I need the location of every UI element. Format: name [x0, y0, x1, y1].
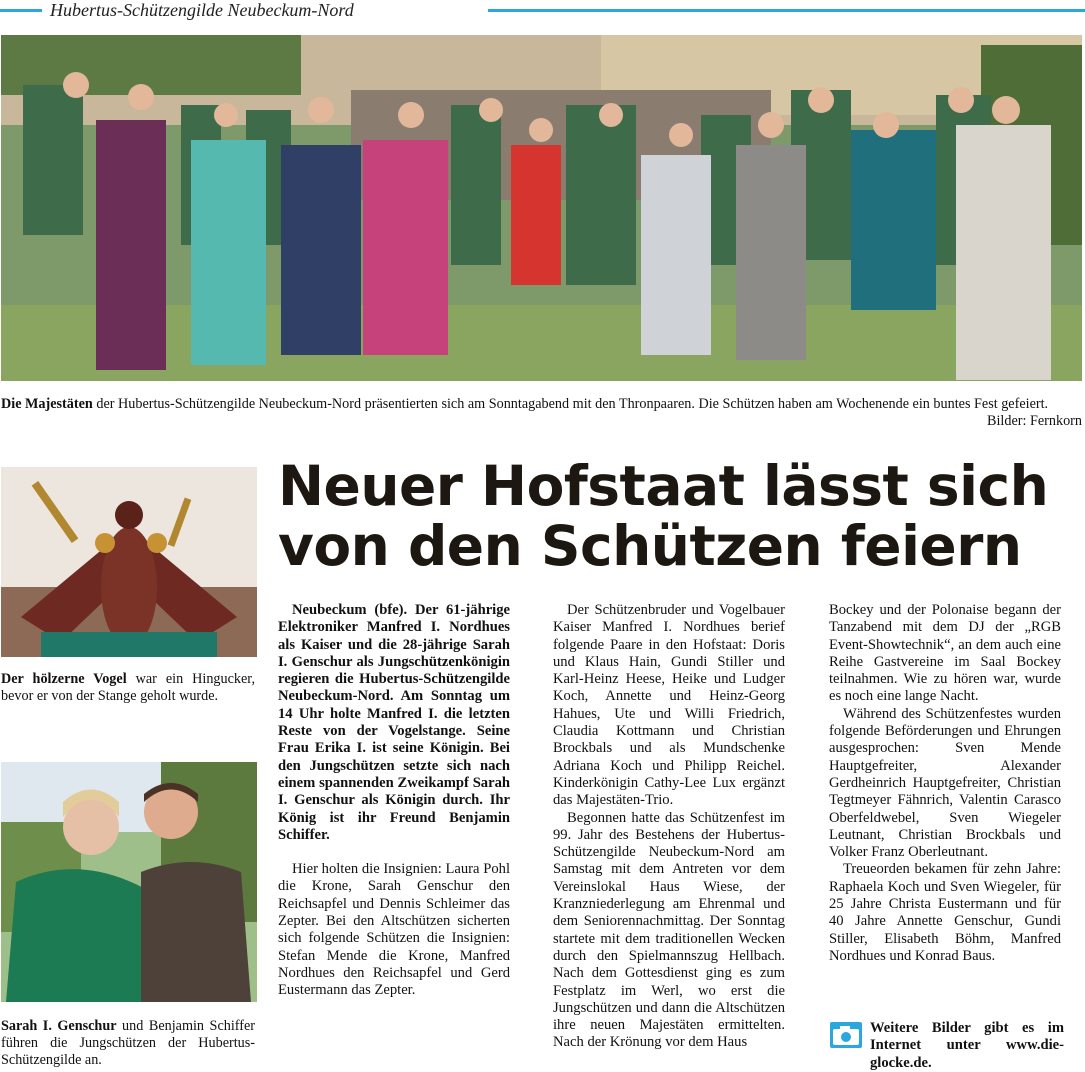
headline-line-1: Neuer Hofstaat lässt sich [278, 454, 1049, 518]
article-lead: Neubeckum (bfe). Der 61-jährige Elektroniker Manfred I. Nordhues als Kaiser und die 28-jährige Sarah I. Genschur als Jungschützenkönigin regieren die Hubertus-Schützengilde Neubeckum-Nord. Am Sonntag um 14 Uhr holte Manfred I. die letzten Reste von der Vogelstange. Seine Frau Erika I. ist seine Königin. Bei den Jungschützen setzte sich nach einem spannenden Zweikampf Sarah I. Genschur als Königin durch. Ihr König ist ihr Freund Benjamin Schiffer. [278, 602, 510, 843]
article-headline [278, 456, 1068, 576]
main-photo-caption [1, 396, 1082, 413]
camera-icon [830, 1022, 862, 1048]
couple-caption [1, 1018, 255, 1069]
couple-caption-bold: Sarah I. Genschur [1, 1018, 117, 1034]
web-note-text: Weitere Bilder gibt es im Internet unter www.die-glocke.de. [870, 1020, 1064, 1071]
header-rule-left [0, 9, 42, 12]
vogel-caption [1, 671, 255, 705]
portrait-photo-icon [1, 762, 257, 1002]
group-photo-icon [1, 35, 1082, 381]
article-paragraph-5: Treueorden bekamen für zehn Jahre: Raphaela Koch und Sven Wiegeler, für 25 Jahre Christa Eustermann und für 40 Jahre Annette Genschur, Gundi Stiller, Elisabeth Böhm, Manfred Nordhues und Konrad Baus. [829, 861, 1061, 964]
article-column-2 [553, 602, 785, 1052]
article-paragraph-1: Hier holten die Insignien: Laura Pohl die Krone, Sarah Genschur den Reichsapfel und Dennis Schleimer das Zepter. Bei den Altschützen sicherten sich folgende Schützen die Insignien: Stefan Mende die Krone, Manfred Nordhues den Reichsapfel und Gerd Eustermann das Zepter. [278, 861, 510, 999]
vogel-caption-text: war ein Hingucker, bevor er von der Stange geholt wurde. [1, 671, 255, 704]
article-column-1 [278, 602, 510, 1000]
photo-credit: Bilder: Fernkorn [987, 413, 1082, 429]
vogel-photo [1, 467, 257, 657]
vogel-caption-bold: Der hölzerne Vogel [1, 671, 127, 687]
header-rule-right [488, 9, 1085, 12]
couple-photo [1, 762, 257, 1002]
article-paragraph-3: Begonnen hatte das Schützenfest im 99. Jahr des Bestehens der Hubertus-Schützengilde Neubeckum-Nord am Samstag mit dem Antreten vor dem Vereinslokal Haus Wiese, der Kranzniederlegung am Ehrenmal und dem Seniorennachmittag. Der Sonntag startete mit dem traditionellen Wecken durch den Spielmannszug Hellbach. Nach dem Gottesdienst ging es zum Festplatz im Werl, wo erst die Jungschützen und dann die Altschützen ihre neuen Majestäten ermittelten. Nach der Krönung vor dem Haus [553, 809, 785, 1051]
couple-caption-text: und Benjamin Schiffer führen die Jungschützen der Hubertus-Schützengilde an. [1, 1018, 255, 1068]
main-caption-text: der Hubertus-Schützengilde Neubeckum-Nord präsentierten sich am Sonntagabend mit den Thronpaaren. Die Schützen haben am Wochenende ein buntes Fest gefeiert. [92, 396, 1049, 412]
section-title: Hubertus-Schützengilde Neubeckum-Nord [50, 0, 354, 20]
main-group-photo [1, 35, 1082, 381]
article-paragraph-2: Der Schützenbruder und Vogelbauer Kaiser Manfred I. Nordhues berief folgende Paare in den Hofstaat: Doris und Klaus Hain, Gundi Stiller und Karl-Heinz Heese, Heike und Ludger Koch, Annette und Heinz-Georg Hahues, Ute und Willi Friedrich, Claudia Kottmann und Christian Brockbals und als Mundschenke Adriana Koch und Philipp Reichel. Kinderkönigin Cathy-Lee Lux ergänzt das Majestäten-Trio. [553, 602, 785, 809]
article-paragraph-4: Während des Schützenfestes wurden folgende Beförderungen und Ehrungen ausgesprochen: Sven Mende Hauptgefreiter, Alexander Gerdheinrich Hauptgefreiter, Christian Tegtmeyer Fähnrich, Valentin Carasco Oberfeldwebel, Sven Wiegeler Leutnant, Christian Brockbals und Volker Franz Oberleutnant. [829, 705, 1061, 861]
article-column-3 [829, 602, 1061, 965]
main-caption-bold: Die Majestäten [1, 396, 93, 412]
article-paragraph-3b: Bockey und der Polonaise begann der Tanzabend mit dem DJ der „RGB Event-Showtechnik“, an dem auch eine Reihe Gastvereine im Saal Bockey teilnahmen. Wie zu hören war, wurde es noch eine lange Nacht. [829, 602, 1061, 705]
headline-line-2: von den Schützen feiern [278, 514, 1022, 578]
wooden-eagle-photo-icon [1, 467, 257, 657]
